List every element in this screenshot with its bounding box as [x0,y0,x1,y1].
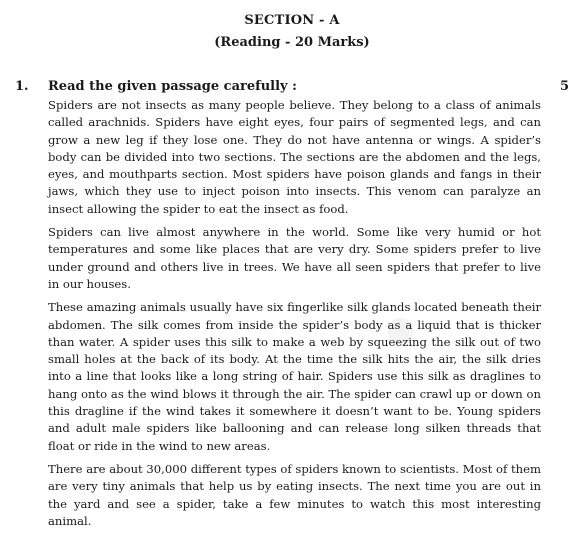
passage-paragraph-4: There are about 30,000 different types of spiders known to scientists. Most of them are very tiny animals that help us by eating insects. The next time you are out in the yard and see a spider, take a few minutes to watch this most interesting animal. [48,461,541,528]
watermark-image: ● [360,292,436,364]
section-subtitle: (Reading - 20 Marks) [214,35,370,50]
question-heading: Read the given passage carefully : [48,79,297,94]
passage-paragraph-2: Spiders can live almost anywhere in the world. Some like very humid or hot temperatures and some like places that are very dry. Some spiders prefer to live under ground and others live in trees. We have all seen spiders that prefer to live in our houses. [48,225,541,291]
question-marks: 5 [560,79,570,94]
passage-paragraph-3: These amazing animals usually have six fingerlike silk glands located beneath their abdomen. The silk comes from inside the spider’s body as a liquid that is thicker than water. A spider uses this silk to make a web by squeezing the silk out of two small holes at the back of its body. At the time the silk hits the air, the silk dries into a line that looks like a long string of hair. Spiders use this silk as draglines to hang onto as the wind blows it through the air. The spider can crawl up or down on this dragline if the wind takes it somewhere it doesn’t want to be. Young spiders and adult male spiders like ballooning and can release long silken threads that float or ride in the wind to new areas. [48,300,541,453]
question-number: 1. [15,79,29,94]
section-title: SECTION - A [244,13,340,28]
reading-passage [48,97,541,536]
passage-paragraph-1: Spiders are not insects as many people believe. They belong to a class of animals called arachnids. Spiders have eight eyes, four pairs of segmented legs, and can grow a new leg if they lose one. They do not have antenna or wings. A spider’s body can be divided into two sections. The sections are the abdomen and the legs, eyes, and mouthparts section. Most spiders have poison glands and fangs in their jaws, which they use to inject poison into insects. This venom can paralyze an insect allowing the spider to eat the insect as food. [48,98,541,216]
